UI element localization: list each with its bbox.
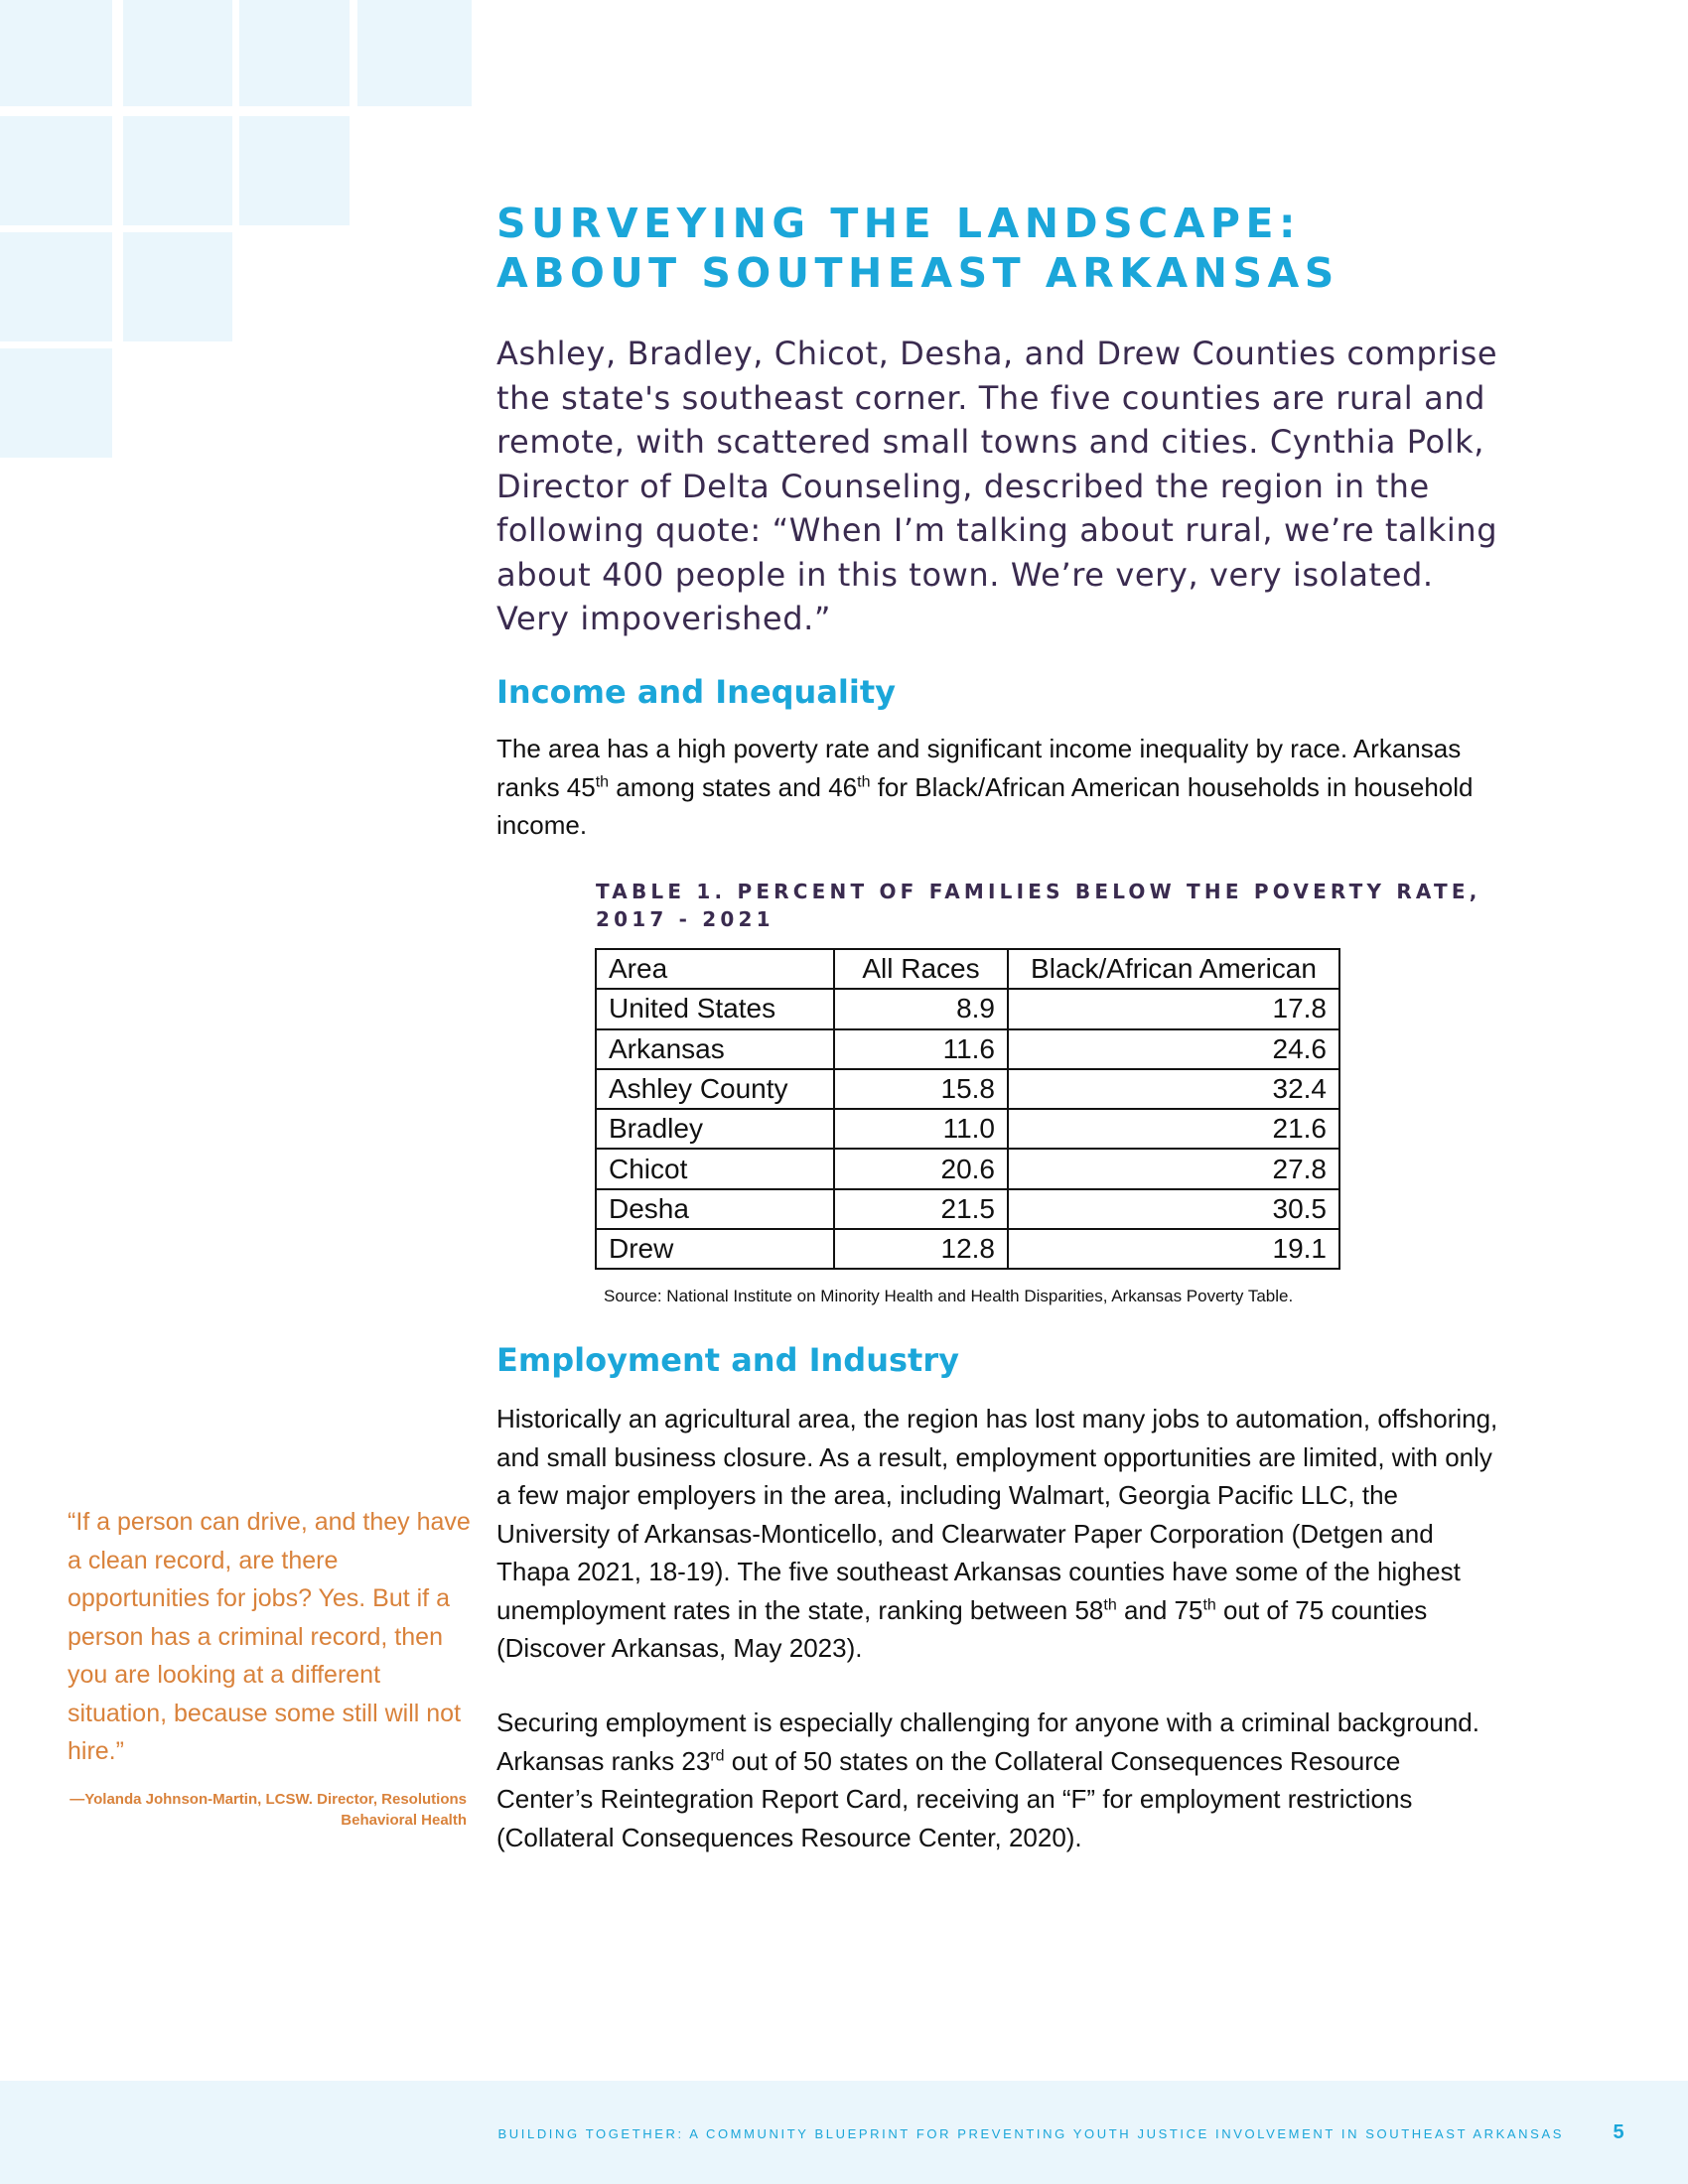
tile (357, 0, 472, 106)
page-number: 5 (1613, 2121, 1624, 2143)
black-african-american-cell: 32.4 (1008, 1069, 1339, 1109)
column-header: Black/African American (1008, 949, 1339, 989)
area-cell: Chicot (596, 1149, 834, 1188)
ordinal-suffix: th (1103, 1595, 1117, 1613)
employment-text: out of 50 states on the Collateral Consequences Resource Center’s Reintegration Report Card, receiving an “F” for employment restrictions (Collateral Consequences Resource Center, 2020). (496, 1745, 1413, 1852)
employment-paragraph (496, 1400, 1499, 1668)
all-races-cell: 11.6 (834, 1029, 1008, 1069)
table-caption: TABLE 1. PERCENT OF FAMILIES BELOW THE POVERTY RATE, 2017 - 2021 (596, 880, 1481, 931)
footer-title: BUILDING TOGETHER: A COMMUNITY BLUEPRINT FOR PREVENTING YOUTH JUSTICE INVOLVEMENT IN SOUTHEAST ARKANSAS (497, 2126, 1564, 2141)
table-row (596, 1029, 1339, 1069)
income-heading: Income and Inequality (496, 673, 897, 711)
all-races-cell: 21.5 (834, 1189, 1008, 1229)
black-african-american-cell: 21.6 (1008, 1109, 1339, 1149)
page-title: SURVEYING THE LANDSCAPE: ABOUT SOUTHEAST ARKANSAS (496, 200, 1339, 297)
tile (123, 116, 232, 225)
employment-text: Securing employment is especially challenging for anyone with a criminal background. Arkansas ranks 23 (496, 1707, 1479, 1776)
table-row (596, 1149, 1339, 1188)
poverty-table (595, 948, 1340, 1270)
income-text: for Black/African American households in household income. (496, 771, 1474, 840)
area-cell: Bradley (596, 1109, 834, 1149)
black-african-american-cell: 24.6 (1008, 1029, 1339, 1069)
all-races-cell: 8.9 (834, 989, 1008, 1028)
tile (0, 116, 112, 225)
black-african-american-cell: 27.8 (1008, 1149, 1339, 1188)
tile (239, 0, 350, 106)
area-cell: Desha (596, 1189, 834, 1229)
column-header: Area (596, 949, 834, 989)
area-cell: Arkansas (596, 1029, 834, 1069)
all-races-cell: 15.8 (834, 1069, 1008, 1109)
tile (123, 0, 232, 106)
all-races-cell: 12.8 (834, 1229, 1008, 1269)
tile (0, 232, 112, 341)
all-races-cell: 20.6 (834, 1149, 1008, 1188)
tile (0, 348, 112, 458)
ordinal-suffix: rd (710, 1746, 725, 1764)
black-african-american-cell: 19.1 (1008, 1229, 1339, 1269)
employment-text: Historically an agricultural area, the region has lost many jobs to automation, offshoring, and small business closure. As a result, employment opportunities are limited, with only a few major employers in the area, including Walmart, Georgia Pacific LLC, the University of Arkansas-Monticello, and Clearwater Paper Corporation (Detgen and Thapa 2021, 18-19). The five southeast Arkansas counties have some of the highest unemployment rates in the state, ranking between 58 (496, 1404, 1498, 1625)
employment-paragraph (496, 1704, 1499, 1856)
employment-heading: Employment and Industry (496, 1341, 959, 1379)
black-african-american-cell: 30.5 (1008, 1189, 1339, 1229)
income-text: The area has a high poverty rate and significant income inequality by race. Arkansas ranks 45 (496, 734, 1462, 802)
area-cell: Drew (596, 1229, 834, 1269)
all-races-cell: 11.0 (834, 1109, 1008, 1149)
income-text: among states and 46 (609, 771, 858, 802)
table-row (596, 1109, 1339, 1149)
tile (123, 232, 232, 341)
table-header-row (596, 949, 1339, 989)
area-cell: Ashley County (596, 1069, 834, 1109)
employment-text: out of 75 counties (Discover Arkansas, May 2023). (496, 1594, 1428, 1663)
ordinal-suffix: th (595, 772, 610, 790)
tile (239, 116, 350, 225)
table-source: Source: National Institute on Minority Health and Health Disparities, Arkansas Poverty Table. (604, 1287, 1294, 1305)
table-row (596, 1069, 1339, 1109)
table-row (596, 1229, 1339, 1269)
table-row (596, 989, 1339, 1028)
table-row (596, 1189, 1339, 1229)
ordinal-suffix: th (1202, 1595, 1216, 1613)
intro-paragraph: Ashley, Bradley, Chicot, Desha, and Drew Counties comprise the state's southeast corner. The five counties are rural and remote, with scattered small towns and cities. Cynthia Polk, Director of Delta Counseling, described the region in the following quote: “When I’m talking about rural, we’re talking about 400 people in this town. We’re very, very isolated. Very impoverished.” (496, 335, 1498, 637)
ordinal-suffix: th (857, 772, 871, 790)
tile (0, 0, 112, 106)
column-header: All Races (834, 949, 1008, 989)
area-cell: United States (596, 989, 834, 1028)
pull-quote-attribution: —Yolanda Johnson-Martin, LCSW. Director, Resolutions Behavioral Health (70, 1791, 467, 1829)
pull-quote: “If a person can drive, and they have a clean record, are there opportunities for jobs? Yes. But if a person has a criminal record, then you are looking at a different situation, because some still will not hire.” (68, 1508, 471, 1765)
income-paragraph (496, 730, 1499, 845)
employment-text: and 75 (1116, 1594, 1203, 1625)
black-african-american-cell: 17.8 (1008, 989, 1339, 1028)
